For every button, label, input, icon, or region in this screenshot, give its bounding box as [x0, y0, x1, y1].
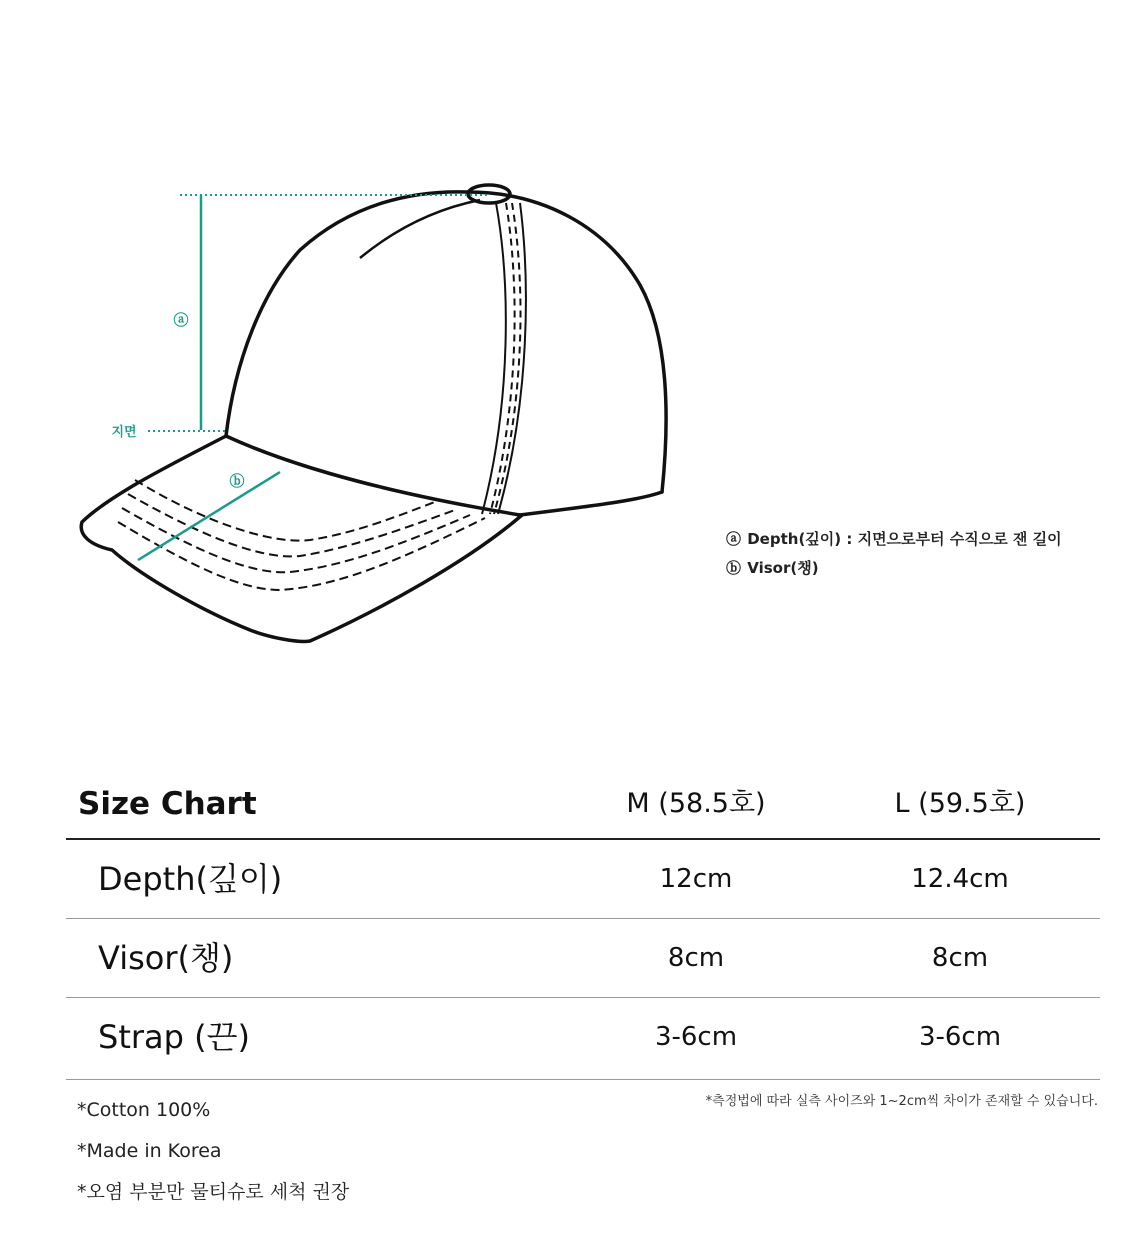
- cell-strap-m: 3-6cm: [654, 1022, 738, 1052]
- size-chart-header: [66, 782, 1100, 840]
- marker-a-label: ⓐ: [173, 311, 189, 329]
- legend-item-visor: [726, 557, 1062, 586]
- size-chart-table: [66, 782, 1100, 1080]
- note-care: *오염 부분만 물티슈로 세척 권장: [77, 1181, 350, 1203]
- diagram-legend: [726, 528, 1062, 586]
- legend-item-depth: [726, 528, 1062, 557]
- cell-strap-l: 3-6cm: [918, 1022, 1002, 1052]
- center-seam: [482, 203, 526, 514]
- depth-measure: [148, 195, 490, 431]
- table-row-strap: [66, 998, 1100, 1080]
- column-header-m: M (58.5호): [626, 788, 766, 819]
- product-notes: [77, 1094, 349, 1217]
- legend-marker-a: ⓐ: [726, 530, 742, 548]
- note-origin: *Made in Korea: [77, 1140, 222, 1162]
- visor-measure: [138, 472, 280, 560]
- cell-visor-m: 8cm: [667, 943, 725, 973]
- row-label-visor: Visor(챙): [98, 939, 234, 977]
- measurement-footnote: *측정법에 따라 실측 사이즈와 1~2cm씩 차이가 존재할 수 있습니다.: [705, 1094, 1098, 1109]
- cell-visor-l: 8cm: [931, 943, 989, 973]
- table-row-visor: [66, 919, 1100, 998]
- legend-marker-b: ⓑ: [726, 559, 742, 577]
- cell-depth-l: 12.4cm: [911, 864, 1009, 894]
- legend-text-visor: Visor(챙): [747, 559, 819, 577]
- size-chart-title: Size Chart: [78, 786, 257, 822]
- note-material: *Cotton 100%: [77, 1099, 211, 1121]
- legend-text-depth: Depth(깊이) : 지면으로부터 수직으로 잰 길이: [747, 530, 1062, 548]
- marker-b-label: ⓑ: [229, 472, 245, 490]
- table-row-depth: [66, 840, 1100, 919]
- row-label-strap: Strap (끈): [98, 1018, 250, 1056]
- crown-seam: [360, 200, 480, 258]
- column-header-l: L (59.5호): [894, 788, 1026, 819]
- ground-label: 지면: [111, 425, 137, 440]
- cell-depth-m: 12cm: [659, 864, 733, 894]
- row-label-depth: Depth(깊이): [98, 860, 283, 898]
- cap-outline: [81, 185, 666, 641]
